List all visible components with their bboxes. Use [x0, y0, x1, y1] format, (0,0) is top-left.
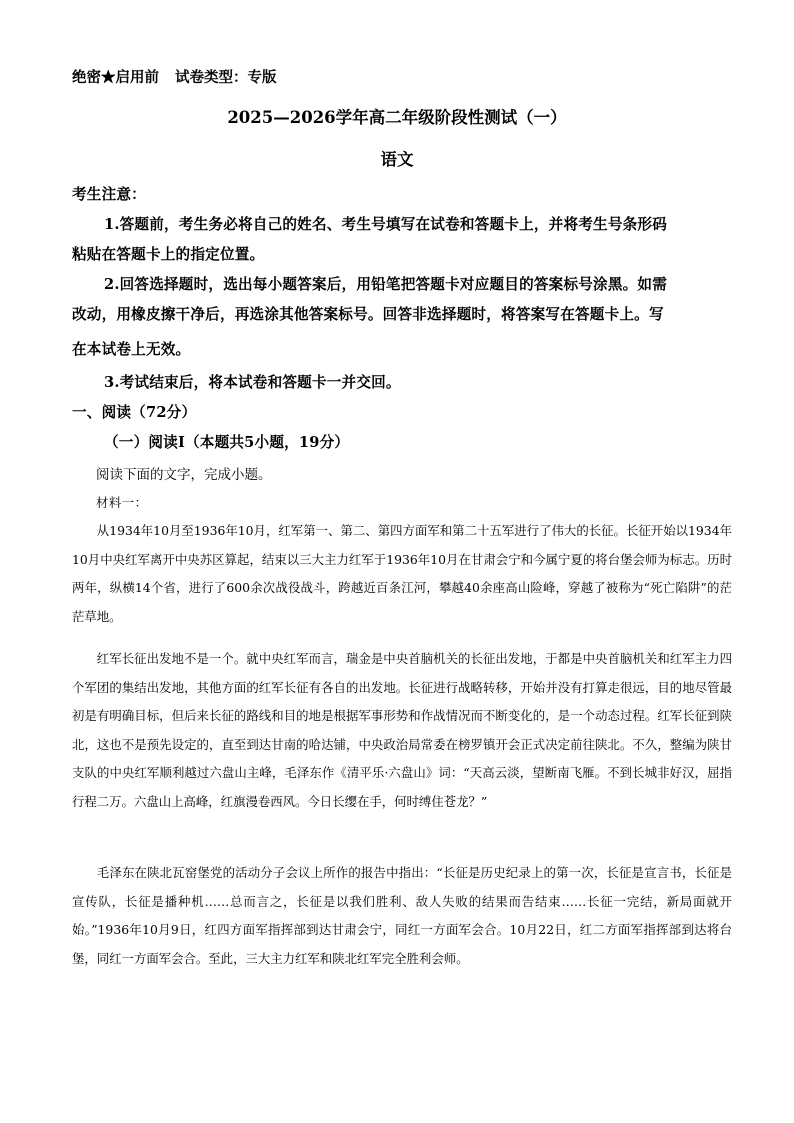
notice-item-1-line-1: 1.答题前，考生务必将自己的姓名、考生号填写在试卷和答题卡上，并将考生号条形码: [104, 216, 668, 233]
exam-title: 2025—2026学年高二年级阶段性测试（一）: [227, 108, 567, 127]
material-label: 材料一：: [96, 495, 148, 510]
notice-heading: 考生注意：: [72, 186, 146, 203]
confidential-label: 绝密★启用前: [72, 69, 159, 86]
section-heading: 一、阅读（72分）: [72, 404, 197, 421]
subsection-heading: （一）阅读Ⅰ（本题共5小题，19分）: [104, 434, 350, 451]
material-paragraph-2: 红军长征出发地不是一个。就中央红军而言，瑞金是中央首脑机关的长征出发地，于都是中央首脑机关和红军主力四个军团的集结出发地，其他方面的红军长征有各自的出发地。长征进行战略转移，开始并没有打算走很远，目的地尽管最初是有明确目标，但后来长征的路线和目的地是根据军事形势和作战情况而不断变化的，是一个动态过程。红军长征到陕北，这也不是预先设定的，直至到达甘南的哈达铺，中央政治局常委在榜罗镇开会正式决定前往陕北。不久，整编为陕甘支队的中央红军顺利越过六盘山主峰，毛泽东作《清平乐·六盘山》词：“天高云淡，望断南飞雁。不到长城非好汉，屈指行程二万。六盘山上高峰，红旗漫卷西风。今日长缨在手，何时缚住苍龙？”: [72, 651, 732, 809]
subject-title: 语文: [380, 150, 414, 169]
notice-item-3: 3.考试结束后，将本试卷和答题卡一并交回。: [104, 374, 401, 391]
paper-type-label: 试卷类型：专版: [175, 69, 277, 86]
header-line: [72, 66, 277, 87]
notice-item-2-line-3: 在本试卷上无效。: [72, 341, 191, 358]
reading-instruction: 阅读下面的文字，完成小题。: [96, 467, 272, 482]
notice-item-2-line-1: 2.回答选择题时，选出每小题答案后，用铅笔把答题卡对应题目的答案标号涂黑。如需: [104, 276, 668, 293]
notice-item-1-line-2: 粘贴在答题卡上的指定位置。: [72, 246, 265, 263]
material-paragraph-3: 毛泽东在陕北瓦窑堡党的活动分子会议上所作的报告中指出：“长征是历史纪录上的第一次，长征是宣言书，长征是宣传队，长征是播种机……总而言之，长征是以我们胜利、敌人失败的结果而告结束……长征一完结，新局面就开始。”1936年10月9日，红四方面军指挥部到达甘肃会宁，同红一方面军会合。10月22日，红二方面军指挥部到达将台堡，同红一方面军会合。至此，三大主力红军和陕北红军完全胜利会师。: [72, 865, 732, 966]
notice-item-2-line-2: 改动，用橡皮擦干净后，再选涂其他答案标号。回答非选择题时，将答案写在答题卡上。写: [72, 306, 664, 323]
material-paragraph-1: 从1934年10月至1936年10月，红军第一、第二、第四方面军和第二十五军进行了伟大的长征。长征开始以1934年10月中央红军离开中央苏区算起，结束以三大主力红军于1936年10月在甘肃会宁和今属宁夏的将台堡会师为标志。历时两年，纵横14个省，进行了600余次战役战斗，跨越近百条江河，攀越40余座高山险峰，穿越了被称为“死亡陷阱”的茫茫草地。: [72, 523, 732, 624]
